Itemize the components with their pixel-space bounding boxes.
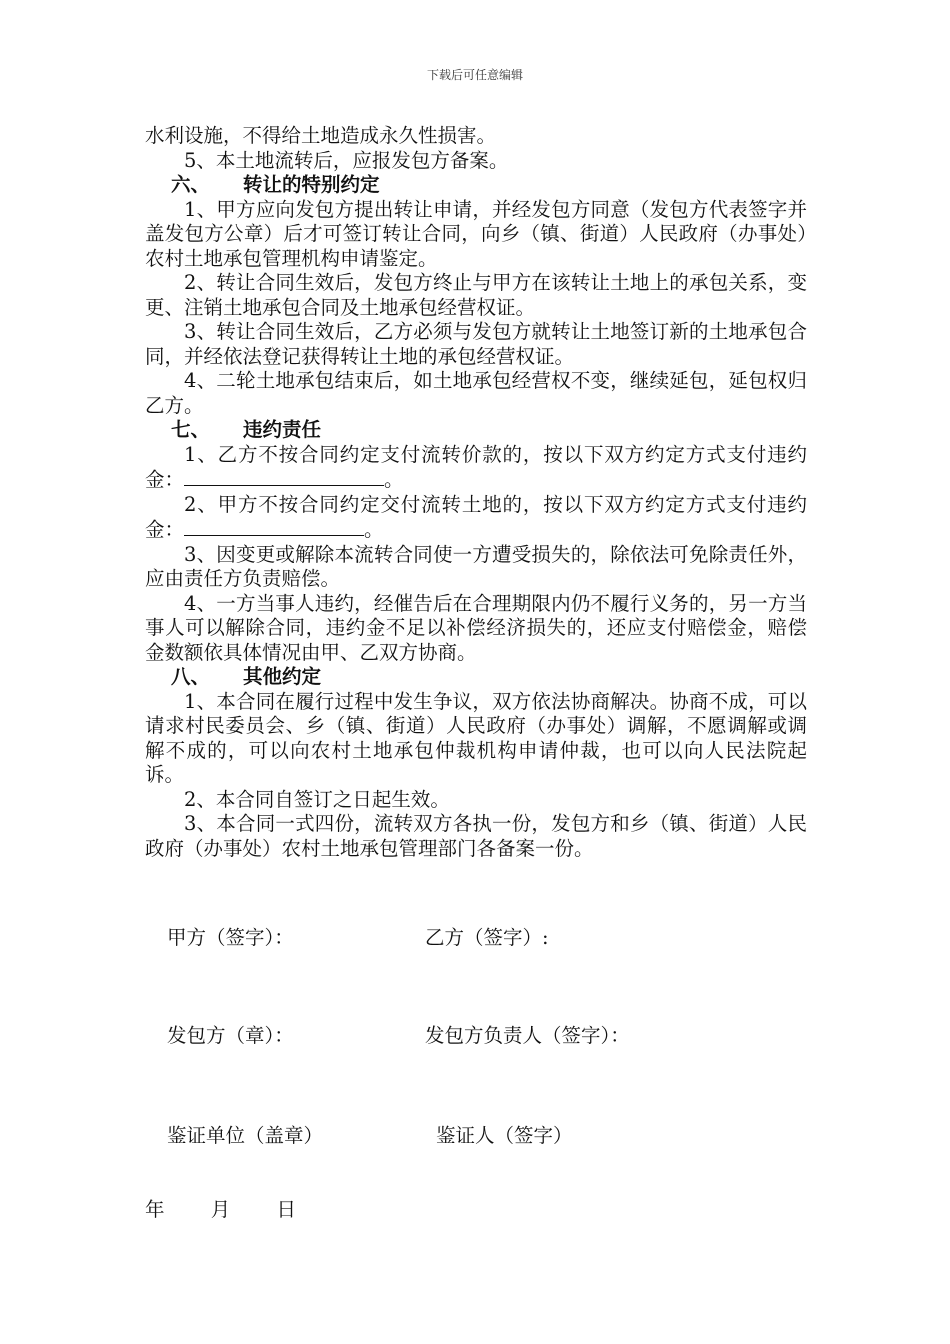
- party-b-signature-label: 乙方（签字）:: [425, 926, 549, 949]
- party-a-signature-label: 甲方（签字）：: [167, 926, 294, 949]
- contractor-seal-label: 发包方（章）：: [167, 1024, 294, 1047]
- date-day-label: 日: [276, 1198, 296, 1221]
- date-year-label: 年: [145, 1198, 165, 1221]
- section-6-title: 转让的特别约定: [243, 173, 380, 196]
- section-8-heading: [145, 665, 807, 690]
- section-7-number: 七、: [171, 418, 211, 441]
- date-month-label: 月: [210, 1198, 231, 1221]
- section-7-title: 违约责任: [243, 418, 322, 441]
- clause-7-4: 4、一方当事人违约，经催告后在合理期限内仍不履行义务的，另一方当事人可以解除合同，违约金不足以补偿经济损失的，还应支付赔偿金，赔偿金数额依具体情况由甲、乙双方协商。: [145, 591, 807, 664]
- penalty-blank-1[interactable]: [184, 467, 384, 486]
- penalty-blank-2[interactable]: [184, 517, 364, 536]
- clause-7-2-end: 。: [364, 518, 384, 541]
- page-header-note: 下载后可任意编辑: [426, 68, 523, 82]
- clause-7-2-text: 2、甲方不按合同约定交付流转土地的，按以下双方约定方式支付违约金：: [145, 492, 807, 541]
- clause-8-2: 2、本合同自签订之日起生效。: [184, 787, 450, 811]
- contract-body: [145, 124, 807, 861]
- clause-6-3: 3、转让合同生效后，乙方必须与发包方就转让土地签订新的土地承包合同，并经依法登记获得转让土地的承包经营权证。: [145, 320, 807, 368]
- clause-6-1: 1、甲方应向发包方提出转让申请，并经发包方同意（发包方代表签字并盖发包方公章）后才可签订转让合同，向乡（镇、街道）人民政府（办事处）农村土地承包管理机构申请鉴定。: [145, 197, 807, 270]
- section-8-number: 八、: [171, 665, 211, 688]
- verifier-person-label: 鉴证人（签字）: [436, 1124, 573, 1147]
- clause-5-filing: 5、本土地流转后，应报发包方备案。: [184, 148, 509, 172]
- section-6-number: 六、: [171, 173, 211, 196]
- paragraph-continuation: 水利设施，不得给土地造成永久性损害。: [145, 124, 497, 147]
- signing-date: [145, 1194, 296, 1222]
- section-7-heading: [145, 418, 807, 443]
- clause-7-1-end: 。: [384, 468, 404, 491]
- clause-7-2: [145, 493, 807, 543]
- clause-8-1: 1、本合同在履行过程中发生争议，双方依法协商解决。协商不成，可以请求村民委员会、乡（镇、街道）人民政府（办事处）调解，不愿调解或调解不成的，可以向农村土地承包仲裁机构申请仲裁，也可以向人民法院起诉。: [145, 689, 807, 786]
- clause-6-2: 2、转让合同生效后，发包方终止与甲方在该转让土地上的承包关系，变更、注销土地承包合同及土地承包经营权证。: [145, 271, 807, 319]
- section-8-title: 其他约定: [243, 665, 322, 688]
- clause-7-3: 3、因变更或解除本流转合同使一方遭受损失的，除依法可免除责任外，应由责任方负责赔偿。: [145, 542, 807, 590]
- clause-7-1: [145, 443, 807, 493]
- contractor-head-signature-label: 发包方负责人（签字）：: [425, 1024, 630, 1047]
- clause-7-1-text: 1、乙方不按合同约定支付流转价款的，按以下双方约定方式支付违约金：: [145, 442, 807, 491]
- clause-8-3: 3、本合同一式四份，流转双方各执一份，发包方和乡（镇、街道）人民政府（办事处）农村土地承包管理部门各备案一份。: [145, 812, 807, 860]
- clause-6-4: 4、二轮土地承包结束后，如土地承包经营权不变，继续延包，延包权归乙方。: [145, 369, 807, 417]
- section-6-heading: [145, 173, 807, 198]
- verifier-unit-label: 鉴证单位（盖章）: [167, 1124, 324, 1147]
